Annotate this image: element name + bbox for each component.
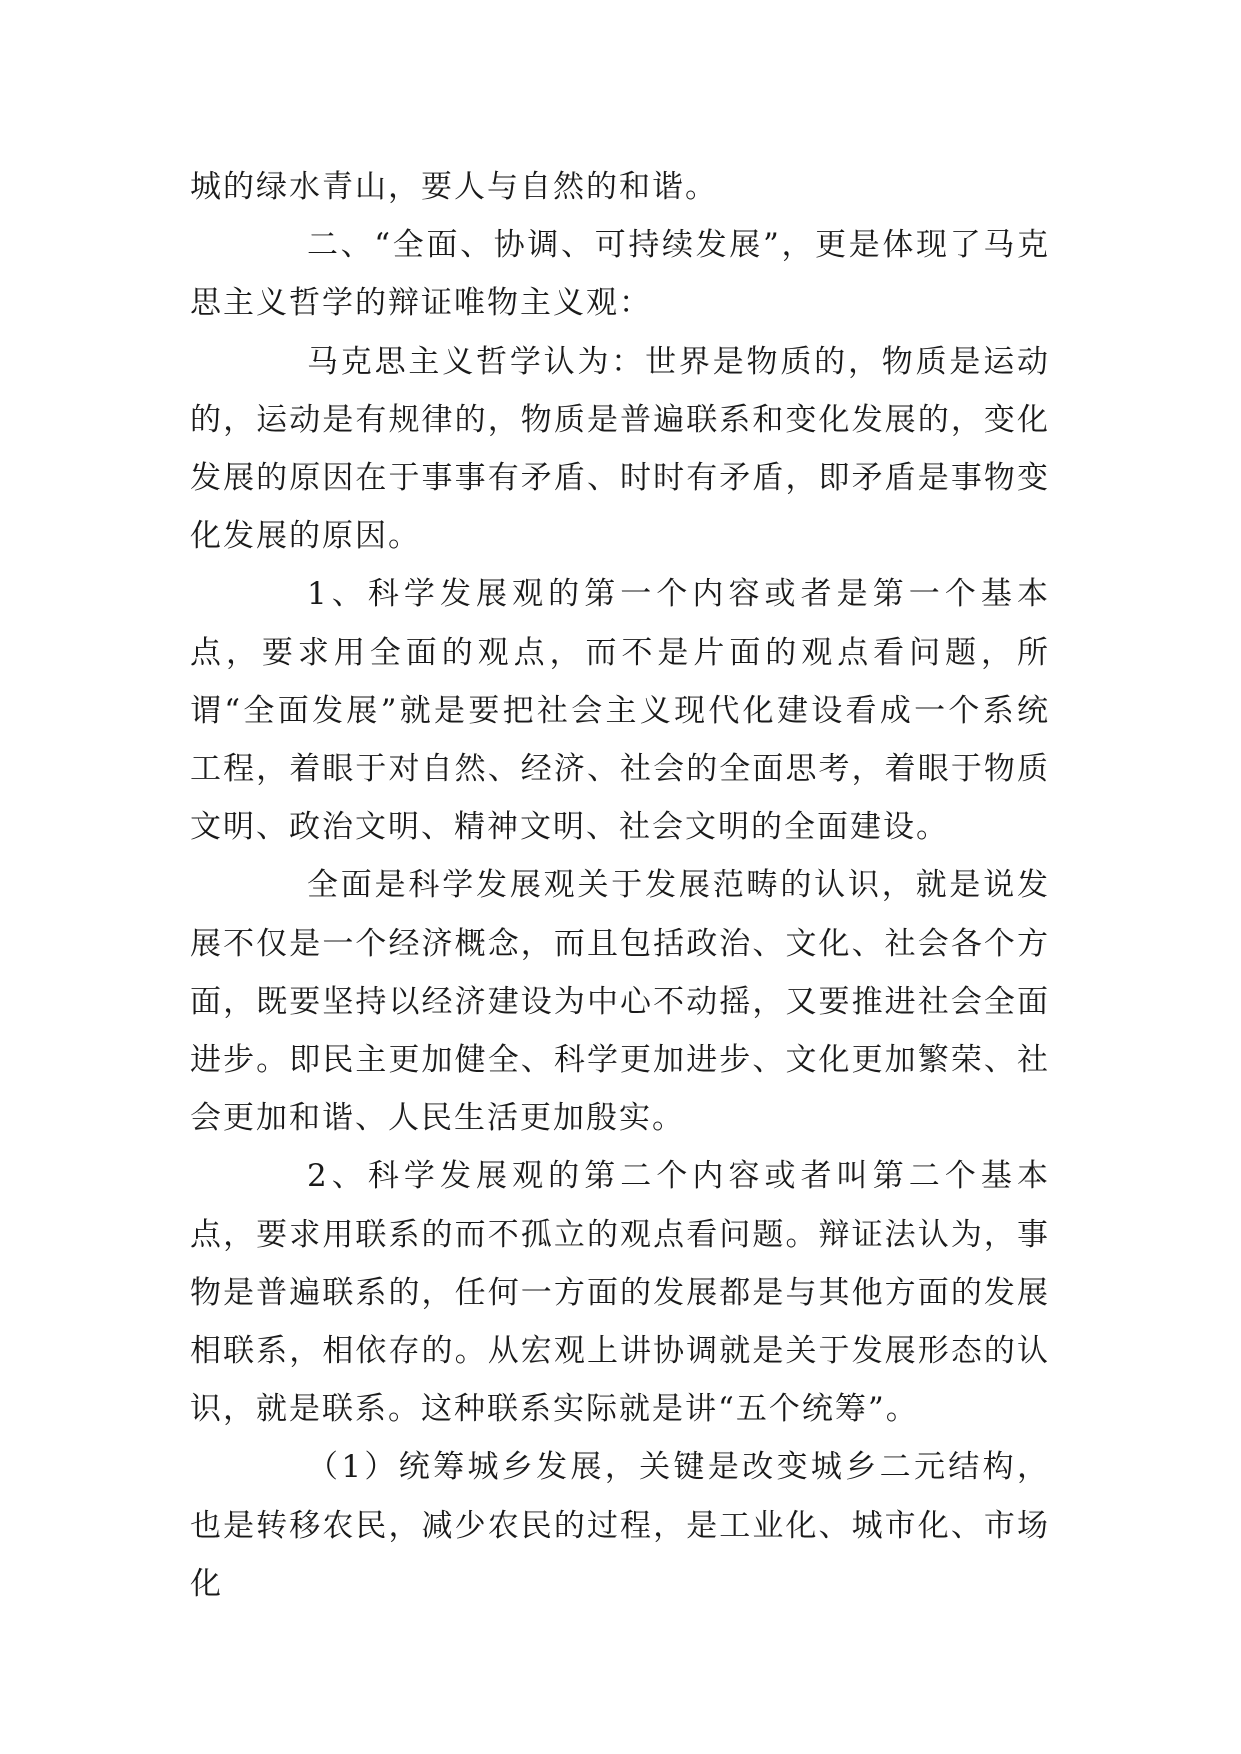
paragraph-point-one: 1、科学发展观的第一个内容或者是第一个基本点，要求用全面的观点，而不是片面的观点看问题，所谓“全面发展”就是要把社会主义现代化建设看成一个系统工程，着眼于对自然、经济、社会的全面思考，着眼于物质文明、政治文明、精神文明、社会文明的全面建设。 (190, 576, 1050, 846)
paragraph-continuation: 城的绿水青山，要人与自然的和谐。 (190, 169, 718, 205)
document-body (190, 158, 1050, 1613)
paragraph-comprehensive: 全面是科学发展观关于发展范畴的认识，就是说发展不仅是一个经济概念，而且包括政治、文化、社会各个方面，既要坚持以经济建设为中心不动摇，又要推进社会全面进步。即民主更加健全、科学更加进步、文化更加繁荣、社会更加和谐、人民生活更加殷实。 (190, 867, 1050, 1137)
paragraph-point-two: 2、科学发展观的第二个内容或者叫第二个基本点，要求用联系的而不孤立的观点看问题。辩证法认为，事物是普遍联系的，任何一方面的发展都是与其他方面的发展相联系，相依存的。从宏观上讲协调就是关于发展形态的认识，就是联系。这种联系实际就是讲“五个统筹”。 (190, 1158, 1050, 1428)
paragraph-urban-rural: （1）统筹城乡发展，关键是改变城乡二元结构，也是转移农民，减少农民的过程，是工业化、城市化、市场化 (190, 1449, 1050, 1602)
paragraph-section-two-heading: 二、“全面、协调、可持续发展”，更是体现了马克思主义哲学的辩证唯物主义观： (190, 227, 1050, 322)
paragraph-marxist-philosophy: 马克思主义哲学认为：世界是物质的，物质是运动的，运动是有规律的，物质是普遍联系和变化发展的，变化发展的原因在于事事有矛盾、时时有矛盾，即矛盾是事物变化发展的原因。 (190, 343, 1050, 555)
